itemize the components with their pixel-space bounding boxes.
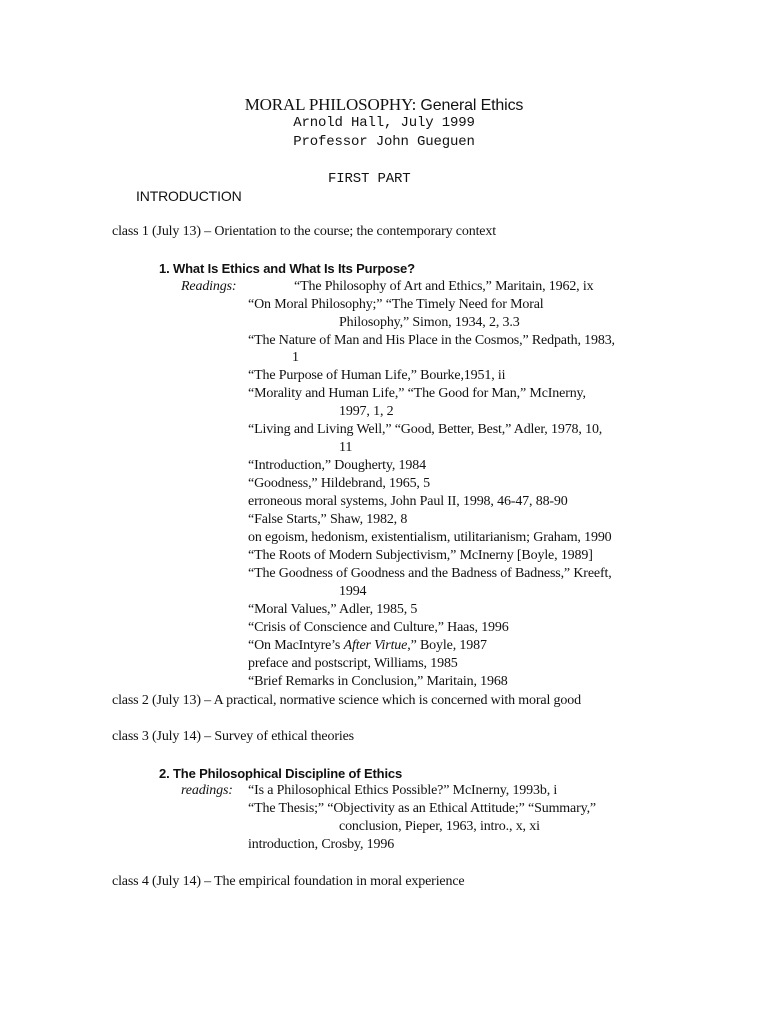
title-main: MORAL PHILOSOPHY: bbox=[244, 95, 417, 114]
section-1-readings-label: Readings: bbox=[181, 279, 237, 294]
introduction-heading: INTRODUCTION bbox=[136, 188, 242, 204]
section-1-heading: 1. What Is Ethics and What Is Its Purpose? bbox=[159, 261, 415, 276]
reading-line: “Brief Remarks in Conclusion,” Maritain, 1968 bbox=[248, 674, 508, 689]
reading-line: Philosophy,” Simon, 1934, 2, 3.3 bbox=[339, 315, 520, 330]
part-heading: FIRST PART bbox=[328, 171, 411, 187]
professor-name: Professor John Gueguen bbox=[293, 134, 475, 150]
reading-line-macintyre bbox=[248, 637, 487, 655]
class-2: class 2 (July 13) – A practical, normative science which is concerned with moral good bbox=[112, 693, 581, 708]
reading-line: “Crisis of Conscience and Culture,” Haas, 1996 bbox=[248, 620, 509, 635]
reading-line: “The Purpose of Human Life,” Bourke,1951, ii bbox=[248, 368, 506, 383]
reading-line: on egoism, hedonism, existentialism, utilitarianism; Graham, 1990 bbox=[248, 530, 612, 545]
reading-line: introduction, Crosby, 1996 bbox=[248, 837, 395, 852]
class-4: class 4 (July 14) – The empirical foundation in moral experience bbox=[112, 874, 465, 889]
title-sub: General Ethics bbox=[416, 97, 524, 114]
reading-line: “The Thesis;” “Objectivity as an Ethical Attitude;” “Summary,” bbox=[248, 801, 596, 816]
reading-line: “The Roots of Modern Subjectivism,” McInerny [Boyle, 1989] bbox=[248, 548, 593, 563]
location-date: Arnold Hall, July 1999 bbox=[293, 115, 475, 131]
reading-line: “Moral Values,” Adler, 1985, 5 bbox=[248, 602, 418, 617]
reading-line: “Morality and Human Life,” “The Good for Man,” McInerny, bbox=[248, 386, 586, 401]
reading-text: ,” Boyle, 1987 bbox=[407, 638, 487, 653]
reading-line: “Goodness,” Hildebrand, 1965, 5 bbox=[248, 476, 430, 491]
reading-line: 1997, 1, 2 bbox=[339, 404, 394, 419]
class-3: class 3 (July 14) – Survey of ethical theories bbox=[112, 729, 354, 744]
reading-line: preface and postscript, Williams, 1985 bbox=[248, 656, 458, 671]
reading-line: “The Nature of Man and His Place in the Cosmos,” Redpath, 1983, bbox=[248, 333, 615, 348]
book-title-italic: After Virtue bbox=[343, 638, 408, 653]
section-2-heading: 2. The Philosophical Discipline of Ethics bbox=[159, 766, 403, 781]
document-title bbox=[0, 95, 768, 116]
reading-line: “Living and Living Well,” “Good, Better, Best,” Adler, 1978, 10, bbox=[248, 422, 603, 437]
reading-line: “The Philosophy of Art and Ethics,” Maritain, 1962, ix bbox=[294, 279, 594, 294]
reading-line: “The Goodness of Goodness and the Badness of Badness,” Kreeft, bbox=[248, 566, 612, 581]
reading-line: “Introduction,” Dougherty, 1984 bbox=[248, 458, 426, 473]
reading-line: 1994 bbox=[339, 584, 367, 599]
reading-line: 11 bbox=[339, 440, 353, 455]
reading-line: “False Starts,” Shaw, 1982, 8 bbox=[248, 512, 408, 527]
reading-line: conclusion, Pieper, 1963, intro., x, xi bbox=[339, 819, 540, 834]
reading-line: “Is a Philosophical Ethics Possible?” McInerny, 1993b, i bbox=[248, 783, 558, 798]
reading-text: “On MacIntyre’s bbox=[248, 638, 344, 653]
reading-line: “On Moral Philosophy;” “The Timely Need for Moral bbox=[248, 297, 544, 312]
section-2-readings-label: readings: bbox=[181, 783, 233, 798]
class-1: class 1 (July 13) – Orientation to the course; the contemporary context bbox=[112, 224, 496, 239]
reading-line: 1 bbox=[292, 350, 299, 365]
reading-line: erroneous moral systems, John Paul II, 1998, 46-47, 88-90 bbox=[248, 494, 568, 509]
